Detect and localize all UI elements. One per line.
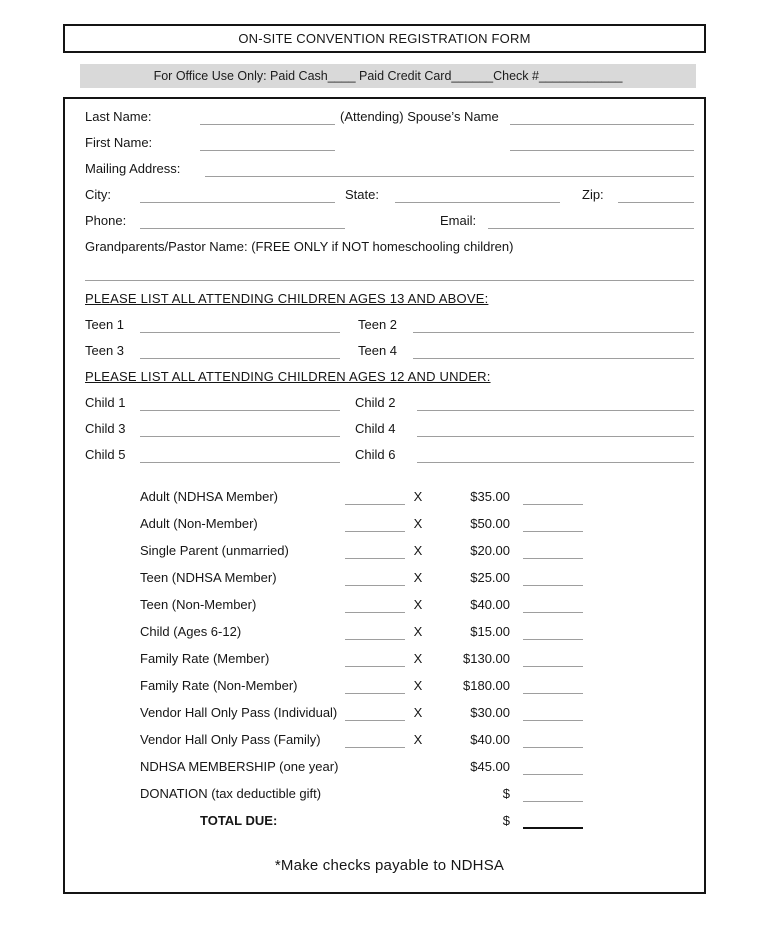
price-multiplier: X (413, 597, 423, 612)
price-line-total-field[interactable] (523, 489, 583, 505)
donation-amount-field[interactable] (523, 786, 583, 802)
zip-label: Zip: (582, 187, 604, 202)
price-unit: $25.00 (470, 570, 510, 585)
price-line-total-field[interactable] (523, 651, 583, 667)
child-2-label: Child 2 (355, 395, 396, 410)
price-qty-field[interactable] (345, 489, 405, 505)
donation-currency: $ (502, 786, 510, 801)
price-row (85, 705, 694, 721)
form-title-box (63, 24, 706, 53)
child-6-label: Child 6 (355, 447, 396, 462)
price-line-total-field[interactable] (523, 570, 583, 586)
price-qty-field[interactable] (345, 678, 405, 694)
price-line-total-field[interactable] (523, 732, 583, 748)
price-row (85, 732, 694, 748)
city-field[interactable] (140, 187, 335, 203)
teen-4-label: Teen 4 (358, 343, 398, 358)
office-use-bar (80, 64, 696, 88)
price-multiplier: X (413, 516, 423, 531)
child-1-field[interactable] (140, 395, 340, 411)
phone-label: Phone: (85, 213, 127, 228)
mailing-address-field[interactable] (205, 161, 694, 177)
price-qty-field[interactable] (345, 597, 405, 613)
teen-2-field[interactable] (413, 317, 694, 333)
price-qty-field[interactable] (345, 543, 405, 559)
child-5-label: Child 5 (85, 447, 126, 462)
price-row (85, 624, 694, 640)
form-row (85, 187, 694, 203)
price-qty-field[interactable] (345, 516, 405, 532)
teen-row (85, 317, 694, 333)
form-row (85, 265, 694, 281)
child-4-field[interactable] (417, 421, 694, 437)
price-row (85, 516, 694, 532)
price-line-total-field[interactable] (523, 624, 583, 640)
price-qty-field[interactable] (345, 624, 405, 640)
price-line-total-field[interactable] (523, 543, 583, 559)
price-row (85, 543, 694, 559)
price-multiplier: X (413, 624, 423, 639)
price-unit: $40.00 (470, 732, 510, 747)
first-name-label: First Name: (85, 135, 153, 150)
price-item-label: Adult (NDHSA Member) (140, 489, 278, 504)
price-line-total-field[interactable] (523, 597, 583, 613)
price-line-total-field[interactable] (523, 678, 583, 694)
child-2-field[interactable] (417, 395, 694, 411)
child-3-label: Child 3 (85, 421, 126, 436)
membership-price: $45.00 (470, 759, 510, 774)
form-row (85, 135, 694, 151)
spouse-name-label: (Attending) Spouse’s Name (340, 109, 499, 124)
teens-section-heading: PLEASE LIST ALL ATTENDING CHILDREN AGES 13 AND ABOVE: (85, 291, 489, 306)
price-unit: $15.00 (470, 624, 510, 639)
teen-4-field[interactable] (413, 343, 694, 359)
price-line-total-field[interactable] (523, 516, 583, 532)
price-multiplier: X (413, 651, 423, 666)
first-name-field[interactable] (200, 135, 335, 151)
donation-label: DONATION (tax deductible gift) (140, 786, 322, 801)
price-unit: $30.00 (470, 705, 510, 720)
teen-3-field[interactable] (140, 343, 340, 359)
child-row (85, 421, 694, 437)
price-item-label: Teen (Non-Member) (140, 597, 257, 612)
price-multiplier: X (413, 489, 423, 504)
teen-1-field[interactable] (140, 317, 340, 333)
form-title: ON-SITE CONVENTION REGISTRATION FORM (238, 31, 531, 46)
price-item-label: Teen (NDHSA Member) (140, 570, 277, 585)
city-label: City: (85, 187, 111, 202)
last-name-field[interactable] (200, 109, 335, 125)
price-item-label: Family Rate (Member) (140, 651, 270, 666)
state-label: State: (345, 187, 379, 202)
phone-field[interactable] (140, 213, 345, 229)
total-row (85, 813, 694, 829)
office-use-text: For Office Use Only: Paid Cash____ Paid Credit Card______Check #____________ (153, 69, 623, 83)
child-1-label: Child 1 (85, 395, 126, 410)
price-multiplier: X (413, 570, 423, 585)
price-unit: $20.00 (470, 543, 510, 558)
child-5-field[interactable] (140, 447, 340, 463)
price-item-label: Vendor Hall Only Pass (Individual) (140, 705, 338, 720)
zip-field[interactable] (618, 187, 694, 203)
child-row (85, 447, 694, 463)
price-item-label: Vendor Hall Only Pass (Family) (140, 732, 321, 747)
price-qty-field[interactable] (345, 570, 405, 586)
last-name-label: Last Name: (85, 109, 152, 124)
email-field[interactable] (488, 213, 694, 229)
total-currency: $ (502, 813, 510, 828)
spouse-name-field[interactable] (510, 109, 694, 125)
teen-3-label: Teen 3 (85, 343, 125, 358)
form-body (63, 97, 706, 894)
form-row (85, 239, 694, 255)
pricing-section (85, 489, 694, 829)
teen-2-label: Teen 2 (358, 317, 398, 332)
price-unit: $35.00 (470, 489, 510, 504)
form-row (85, 109, 694, 125)
price-row (85, 570, 694, 586)
membership-row (85, 759, 694, 775)
membership-amount-field[interactable] (523, 759, 583, 775)
child-6-field[interactable] (417, 447, 694, 463)
price-row (85, 678, 694, 694)
child-3-field[interactable] (140, 421, 340, 437)
spouse-second-field[interactable] (510, 135, 694, 151)
price-unit: $180.00 (463, 678, 510, 693)
teen-1-label: Teen 1 (85, 317, 125, 332)
price-unit: $40.00 (470, 597, 510, 612)
grandparents-field[interactable] (85, 265, 694, 281)
price-line-total-field[interactable] (523, 705, 583, 721)
child-4-label: Child 4 (355, 421, 396, 436)
price-unit: $130.00 (463, 651, 510, 666)
price-multiplier: X (413, 543, 423, 558)
price-row (85, 651, 694, 667)
form-row (85, 213, 694, 229)
child-row (85, 395, 694, 411)
price-item-label: Child (Ages 6-12) (140, 624, 242, 639)
mailing-address-label: Mailing Address: (85, 161, 181, 176)
membership-label: NDHSA MEMBERSHIP (one year) (140, 759, 339, 774)
price-qty-field[interactable] (345, 705, 405, 721)
total-due-label: TOTAL DUE: (200, 813, 278, 828)
price-item-label: Single Parent (unmarried) (140, 543, 289, 558)
grandparents-label: Grandparents/Pastor Name: (FREE ONLY if NOT homeschooling children) (85, 239, 514, 254)
state-field[interactable] (395, 187, 560, 203)
total-amount-field[interactable] (523, 813, 583, 829)
price-multiplier: X (413, 678, 423, 693)
price-multiplier: X (413, 732, 423, 747)
price-row (85, 597, 694, 613)
price-item-label: Adult (Non-Member) (140, 516, 258, 531)
price-qty-field[interactable] (345, 651, 405, 667)
email-label: Email: (440, 213, 477, 228)
price-item-label: Family Rate (Non-Member) (140, 678, 298, 693)
form-row (85, 161, 694, 177)
price-multiplier: X (413, 705, 423, 720)
teen-row (85, 343, 694, 359)
price-unit: $50.00 (470, 516, 510, 531)
children-section-heading: PLEASE LIST ALL ATTENDING CHILDREN AGES 12 AND UNDER: (85, 369, 491, 384)
checks-note: *Make checks payable to NDHSA (274, 857, 505, 874)
price-qty-field[interactable] (345, 732, 405, 748)
donation-row (85, 786, 694, 802)
price-row (85, 489, 694, 505)
